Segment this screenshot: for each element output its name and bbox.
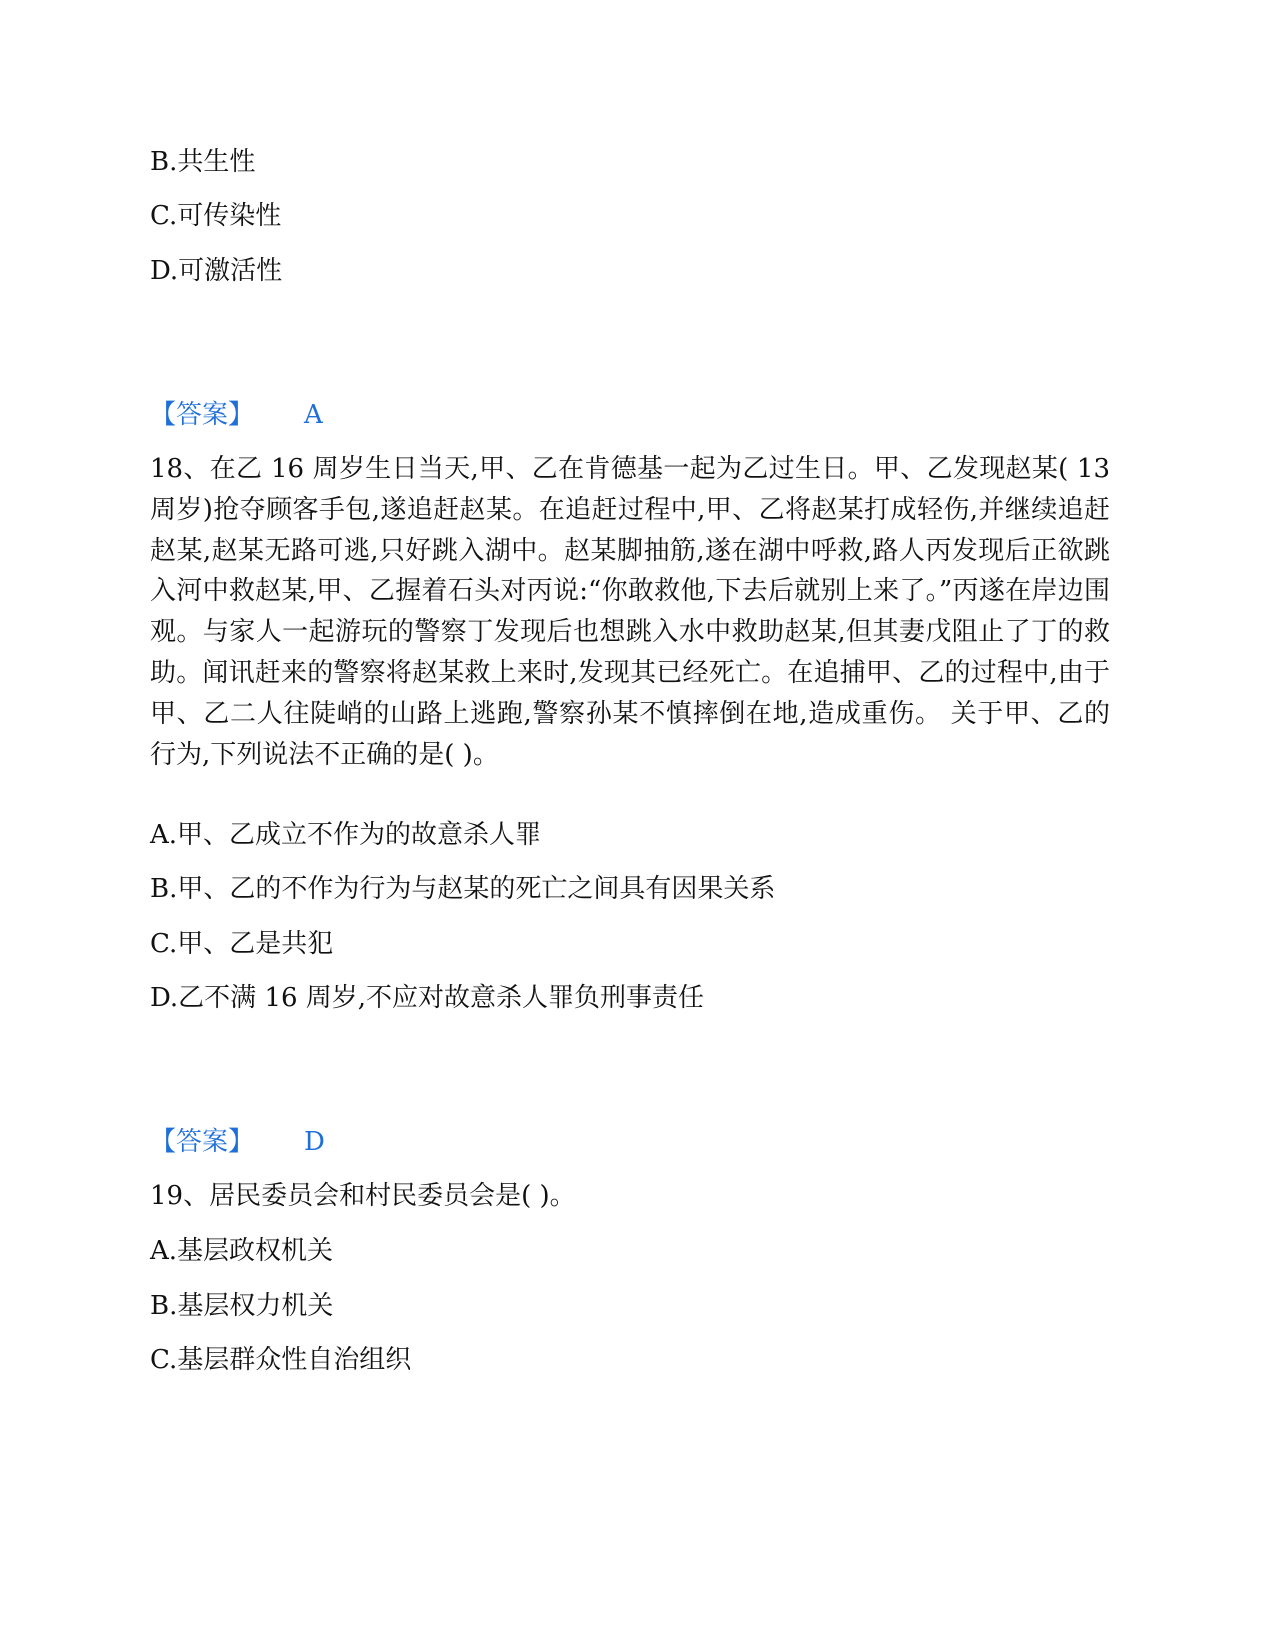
answer-value: A (304, 400, 323, 430)
q19-option-a: A.基层政权机关 (150, 1236, 334, 1266)
q18-option-c: C.甲、乙是共犯 (150, 929, 334, 959)
q18-option-d: D.乙不满 16 周岁,不应对故意杀人罪负刑事责任 (150, 983, 705, 1013)
answer-label: 【答案】 (150, 400, 255, 430)
q18-option-a: A.甲、乙成立不作为的故意杀人罪 (150, 820, 542, 850)
answer-value: D (304, 1127, 325, 1157)
q17-option-b: B.共生性 (150, 147, 256, 177)
q18-stem: 18、在乙 16 周岁生日当天,甲、乙在肯德基一起为乙过生日。甲、乙发现赵某( 13 周岁)抢夺顾客手包,遂追赶赵某。在追赶过程中,甲、乙将赵某打成轻伤,并继续追赶赵某,赵某无路可逃,只好跳入湖中。赵某脚抽筋,遂在湖中呼救,路人丙发现后正欲跳入河中救赵某,甲、乙握着石头对丙说:“你敢救他,下去后就别上来了。”丙遂在岸边围观。与家人一起游玩的警察丁发现后也想跳入水中救助赵某,但其妻戊阻止了丁的救助。闻讯赶来的警察将赵某救上来时,发现其已经死亡。在追捕甲、乙的过程中,由于甲、乙二人往陡峭的山路上逃跑,警察孙某不慎摔倒在地,造成重伤。 关于甲、乙的行为,下列说法不正确的是( )。 (150, 454, 1110, 770)
q19-option-b: B.基层权力机关 (150, 1291, 334, 1321)
q17-option-c: C.可传染性 (150, 201, 282, 231)
q19-option-c: C.基层群众性自治组织 (150, 1345, 412, 1375)
q17-option-d: D.可激活性 (150, 256, 283, 286)
q18-answer (150, 1122, 325, 1162)
q18-option-b: B.甲、乙的不作为行为与赵某的死亡之间具有因果关系 (150, 874, 776, 904)
answer-label: 【答案】 (150, 1127, 255, 1157)
q19-stem: 19、居民委员会和村民委员会是( )。 (150, 1181, 576, 1211)
q17-answer (150, 395, 323, 435)
